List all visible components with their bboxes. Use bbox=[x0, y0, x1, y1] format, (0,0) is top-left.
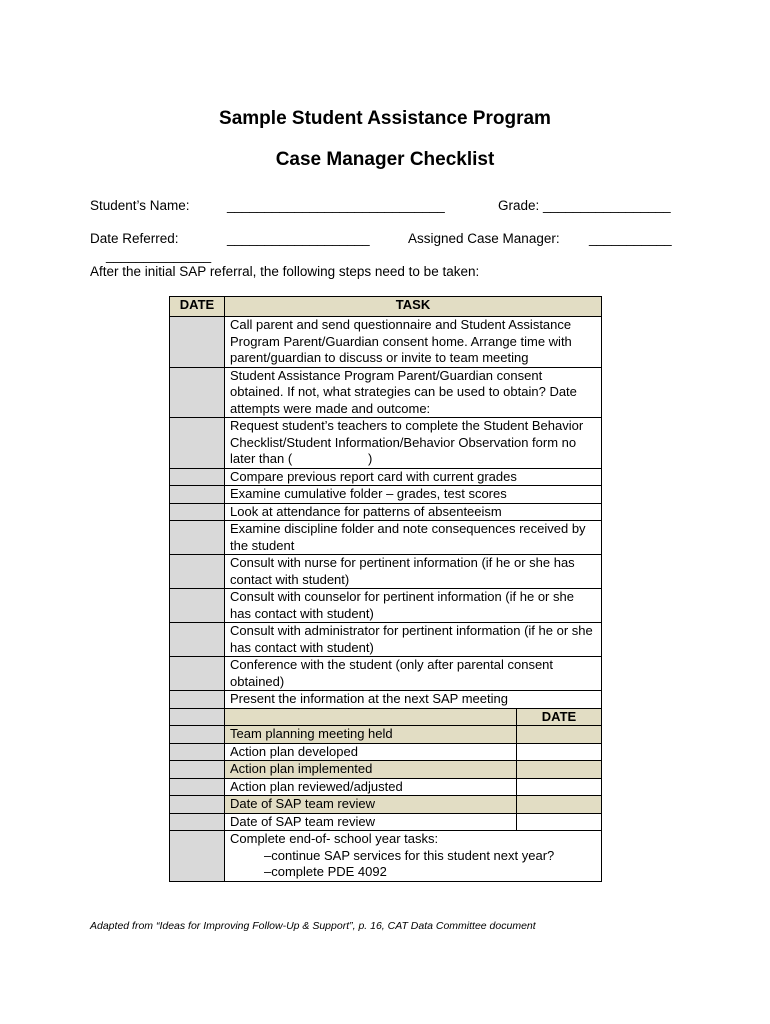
table-row bbox=[170, 418, 602, 469]
date-cell[interactable] bbox=[170, 589, 225, 623]
date-referred-line: ___________________ bbox=[227, 231, 370, 246]
task-cell: Consult with nurse for pertinent information (if he or she has contact with student) bbox=[225, 555, 602, 589]
final-task-title: Complete end-of- school year tasks: bbox=[230, 831, 439, 846]
task-cell: Request student’s teachers to complete the Student Behavior Checklist/Student Information/Behavior Observation form no later than ( ) bbox=[225, 418, 602, 469]
action-date-cell[interactable] bbox=[517, 726, 602, 744]
action-plan-header-row bbox=[170, 708, 602, 726]
table-row bbox=[170, 778, 602, 796]
action-item-cell: Action plan implemented bbox=[225, 761, 517, 779]
task-cell: Compare previous report card with current grades bbox=[225, 468, 602, 486]
table-row bbox=[170, 555, 602, 589]
task-cell: Examine discipline folder and note consequences received by the student bbox=[225, 521, 602, 555]
date-cell[interactable] bbox=[170, 486, 225, 504]
action-item-cell: Date of SAP team review bbox=[225, 796, 517, 814]
task-cell: Conference with the student (only after parental consent obtained) bbox=[225, 657, 602, 691]
task-cell: Call parent and send questionnaire and Student Assistance Program Parent/Guardian consent home. Arrange time with parent/guardian to discuss or invite to team meeting bbox=[225, 317, 602, 368]
table-row bbox=[170, 589, 602, 623]
action-date-cell[interactable] bbox=[517, 796, 602, 814]
source-note: Adapted from “Ideas for Improving Follow-Up & Support”, p. 16, CAT Data Committee document bbox=[90, 920, 536, 932]
case-manager-label: Assigned Case Manager: bbox=[408, 231, 560, 246]
date-cell[interactable] bbox=[170, 468, 225, 486]
action-date-column-header: DATE bbox=[517, 708, 602, 726]
date-cell[interactable] bbox=[170, 657, 225, 691]
final-task-list bbox=[230, 848, 596, 881]
action-item-cell: Date of SAP team review bbox=[225, 813, 517, 831]
date-cell[interactable] bbox=[170, 726, 225, 744]
task-cell: Student Assistance Program Parent/Guardian consent obtained. If not, what strategies can be used to obtain? Date attempts were made and outcome: bbox=[225, 367, 602, 418]
table-row bbox=[170, 813, 602, 831]
date-cell[interactable] bbox=[170, 367, 225, 418]
table-row bbox=[170, 503, 602, 521]
table-row bbox=[170, 521, 602, 555]
date-cell[interactable] bbox=[170, 691, 225, 709]
blank-header-cell bbox=[225, 708, 517, 726]
date-cell bbox=[170, 708, 225, 726]
task-column-header: TASK bbox=[225, 297, 602, 317]
date-cell[interactable] bbox=[170, 813, 225, 831]
case-manager-line: ___________ bbox=[589, 231, 672, 246]
table-row bbox=[170, 657, 602, 691]
date-cell[interactable] bbox=[170, 521, 225, 555]
table-row bbox=[170, 796, 602, 814]
table-row bbox=[170, 743, 602, 761]
task-cell: Consult with counselor for pertinent information (if he or she has contact with student) bbox=[225, 589, 602, 623]
student-name-label: Student’s Name: bbox=[90, 198, 190, 213]
task-cell: Examine cumulative folder – grades, test scores bbox=[225, 486, 602, 504]
table-header-row bbox=[170, 297, 602, 317]
document-title: Sample Student Assistance Program bbox=[219, 108, 551, 129]
action-date-cell[interactable] bbox=[517, 813, 602, 831]
task-cell: Look at attendance for patterns of absenteeism bbox=[225, 503, 602, 521]
date-cell[interactable] bbox=[170, 317, 225, 368]
table-row bbox=[170, 691, 602, 709]
intro-text: After the initial SAP referral, the following steps need to be taken: bbox=[90, 264, 480, 279]
date-cell[interactable] bbox=[170, 555, 225, 589]
date-cell[interactable] bbox=[170, 796, 225, 814]
grade-label: Grade: _________________ bbox=[498, 198, 671, 213]
action-date-cell[interactable] bbox=[517, 761, 602, 779]
date-column-header: DATE bbox=[170, 297, 225, 317]
task-cell: Consult with administrator for pertinent information (if he or she has contact with student) bbox=[225, 623, 602, 657]
table-row bbox=[170, 486, 602, 504]
date-cell[interactable] bbox=[170, 761, 225, 779]
action-date-cell[interactable] bbox=[517, 743, 602, 761]
date-cell[interactable] bbox=[170, 778, 225, 796]
list-item: – complete PDE 4092 bbox=[264, 864, 596, 881]
table-row bbox=[170, 623, 602, 657]
action-item-cell: Team planning meeting held bbox=[225, 726, 517, 744]
student-name-line: _____________________________ bbox=[227, 198, 445, 213]
date-cell[interactable] bbox=[170, 418, 225, 469]
task-cell: Present the information at the next SAP meeting bbox=[225, 691, 602, 709]
action-item-cell: Action plan reviewed/adjusted bbox=[225, 778, 517, 796]
checklist-table bbox=[169, 296, 602, 882]
action-item-cell: Action plan developed bbox=[225, 743, 517, 761]
table-row bbox=[170, 761, 602, 779]
document-subtitle: Case Manager Checklist bbox=[275, 149, 495, 170]
list-item: – continue SAP services for this student next year? bbox=[264, 848, 596, 865]
final-task-cell bbox=[225, 831, 602, 882]
action-date-cell[interactable] bbox=[517, 778, 602, 796]
table-row bbox=[170, 317, 602, 368]
table-row bbox=[170, 726, 602, 744]
date-referred-label: Date Referred: bbox=[90, 231, 179, 246]
table-row bbox=[170, 468, 602, 486]
case-manager-overflow-line: ______________ bbox=[106, 248, 212, 263]
date-cell[interactable] bbox=[170, 743, 225, 761]
date-cell[interactable] bbox=[170, 503, 225, 521]
table-row bbox=[170, 831, 602, 882]
table-row bbox=[170, 367, 602, 418]
date-cell[interactable] bbox=[170, 831, 225, 882]
date-cell[interactable] bbox=[170, 623, 225, 657]
